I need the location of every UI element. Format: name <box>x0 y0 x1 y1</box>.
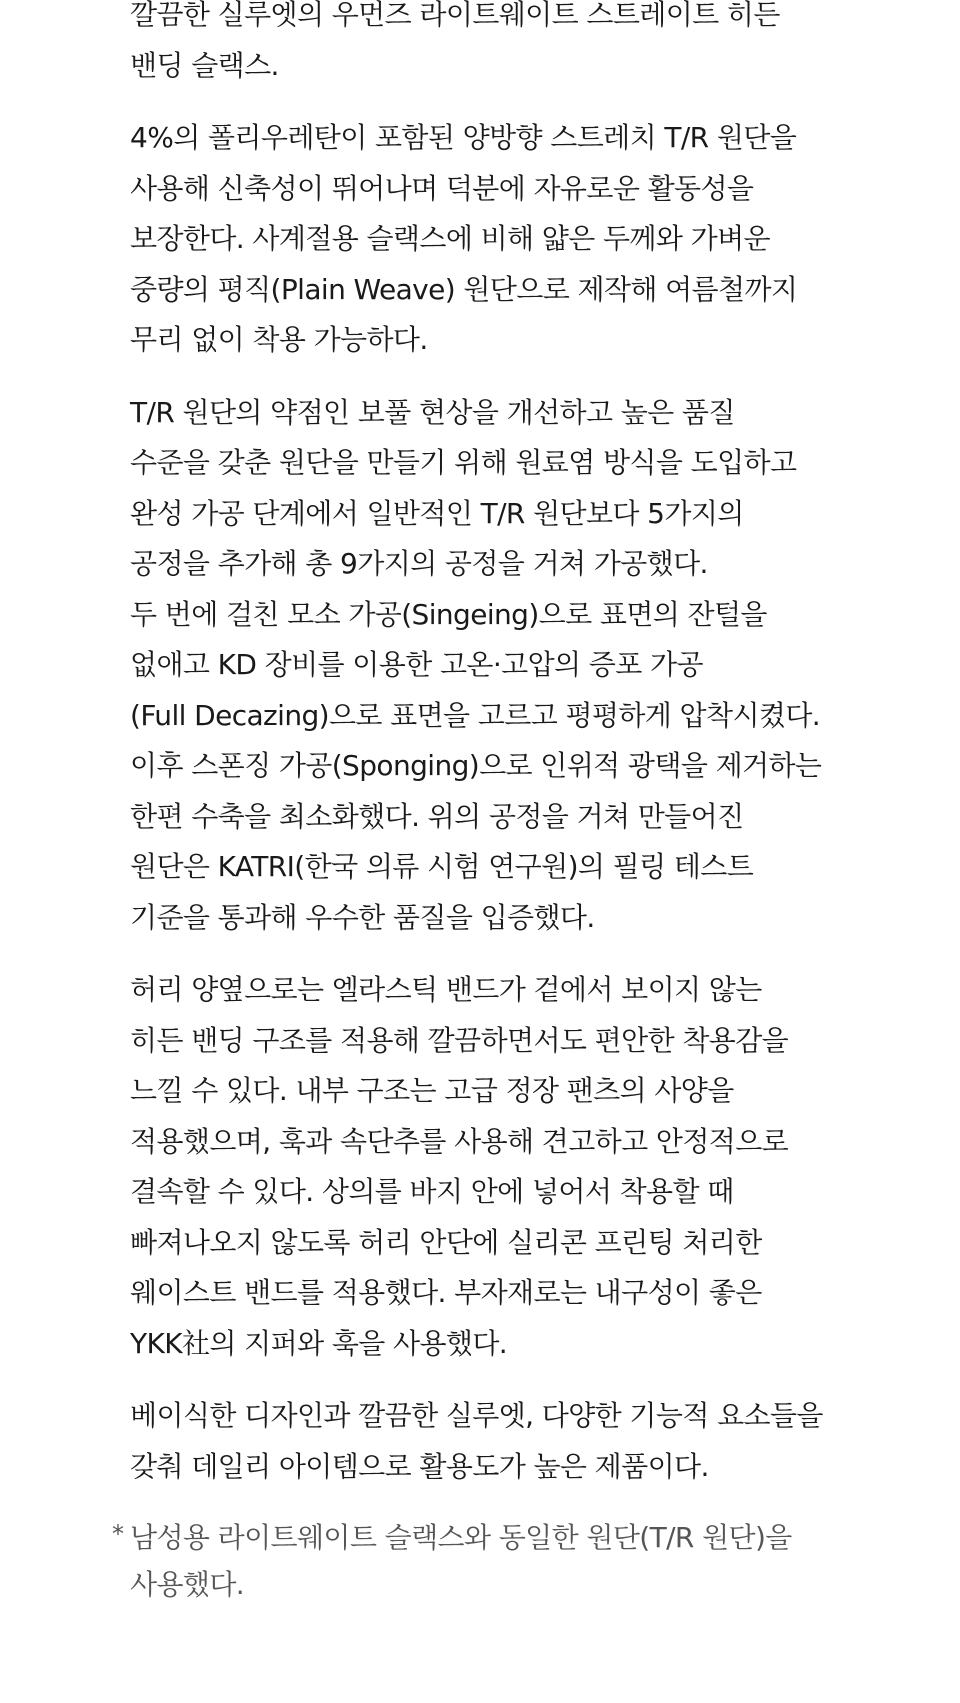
text-line: 허리 양옆으로는 엘라스틱 밴드가 겉에서 보이지 않는 <box>130 973 762 1006</box>
text-line: 4%의 폴리우레탄이 포함된 양방향 스트레치 T/R 원단을 <box>130 121 797 154</box>
text-line: YKK社의 지퍼와 훅을 사용했다. <box>130 1326 508 1360</box>
text-line: 깔끔한 실루엣의 우먼즈 라이트웨이트 스트레이트 히든 <box>130 0 780 31</box>
footnote-line: 사용했다. <box>130 1568 245 1601</box>
footnote-asterisk: * <box>112 1520 124 1548</box>
paragraph-waist-structure <box>130 965 890 1369</box>
text-line: 원단은 KATRI(한국 의류 시험 연구원)의 필링 테스트 <box>130 850 754 883</box>
product-description <box>112 0 890 1608</box>
text-line: 밴딩 슬랙스. <box>130 48 279 82</box>
paragraph-fabric-process <box>130 388 890 944</box>
footnote <box>112 1514 890 1608</box>
text-line: 갖춰 데일리 아이템으로 활용도가 높은 제품이다. <box>130 1449 709 1483</box>
text-line: 빠져나오지 않도록 허리 안단에 실리콘 프린팅 처리한 <box>130 1225 762 1259</box>
text-line: 결속할 수 있다. 상의를 바지 안에 넣어서 착용할 때 <box>130 1175 734 1208</box>
text-line: 적용했으며, 훅과 속단추를 사용해 견고하고 안정적으로 <box>130 1124 789 1158</box>
text-line: 베이식한 디자인과 깔끔한 실루엣, 다양한 기능적 요소들을 <box>130 1399 823 1432</box>
paragraph-summary <box>130 1391 890 1492</box>
text-line: 중량의 평직(Plain Weave) 원단으로 제작해 여름철까지 <box>130 272 798 306</box>
paragraph-fabric-stretch <box>130 113 890 366</box>
footnote-line: 남성용 라이트웨이트 슬랙스와 동일한 원단(T/R 원단)을 <box>130 1521 792 1554</box>
text-line: 사용해 신축성이 뛰어나며 덕분에 자유로운 활동성을 <box>130 171 754 205</box>
text-line: 히든 밴딩 구조를 적용해 깔끔하면서도 편안한 착용감을 <box>130 1023 789 1057</box>
text-line: 없애고 KD 장비를 이용한 고온·고압의 증포 가공 <box>130 648 703 681</box>
text-line: 한편 수축을 최소화했다. 위의 공정을 거쳐 만들어진 <box>130 799 744 833</box>
text-line: 이후 스폰징 가공(Sponging)으로 인위적 광택을 제거하는 <box>130 749 822 782</box>
text-line: 느낄 수 있다. 내부 구조는 고급 정장 팬츠의 사양을 <box>130 1074 734 1107</box>
text-line: 보장한다. 사계절용 슬랙스에 비해 얇은 두께와 가벼운 <box>130 222 770 255</box>
text-line: 완성 가공 단계에서 일반적인 T/R 원단보다 5가지의 <box>130 496 744 530</box>
text-line: 웨이스트 밴드를 적용했다. 부자재로는 내구성이 좋은 <box>130 1276 762 1309</box>
text-line: 기준을 통과해 우수한 품질을 입증했다. <box>130 900 595 934</box>
text-line: 수준을 갖춘 원단을 만들기 위해 원료염 방식을 도입하고 <box>130 446 797 479</box>
text-line: (Full Decazing)으로 표면을 고르고 평평하게 압착시켰다. <box>130 698 821 732</box>
paragraph-intro <box>130 0 890 91</box>
text-line: 무리 없이 착용 가능하다. <box>130 323 428 356</box>
text-line: 공정을 추가해 총 9가지의 공정을 거쳐 가공했다. <box>130 547 708 580</box>
text-line: T/R 원단의 약점인 보풀 현상을 개선하고 높은 품질 <box>130 395 735 429</box>
text-line: 두 번에 걸친 모소 가공(Singeing)으로 표면의 잔털을 <box>130 597 767 631</box>
